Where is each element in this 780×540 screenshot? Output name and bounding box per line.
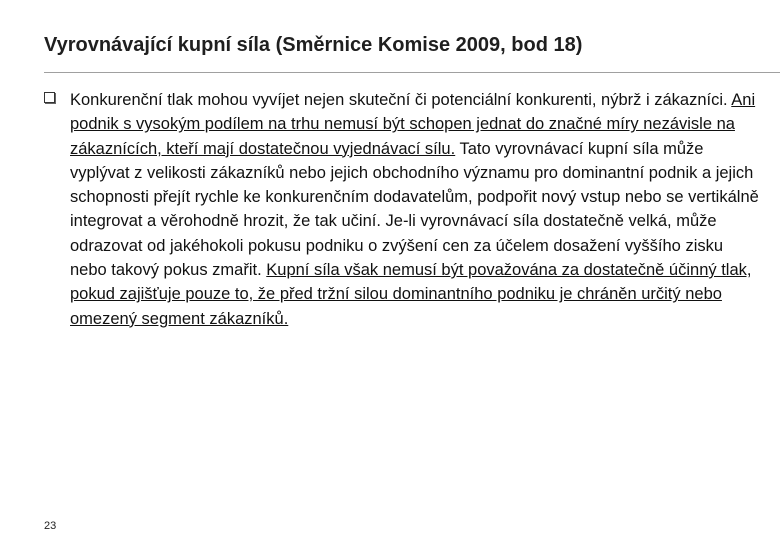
title-divider <box>44 72 780 73</box>
text-segment-1: Konkurenční tlak mohou vyvíjet nejen skuteční či potenciální konkurenti, nýbrž i zákazníci. <box>70 91 732 109</box>
text-segment-2-underlined: Ani podnik s vysokým podílem na trhu nemusí být schopen jednat do značné míry nezávisle na zákaznících, kteří mají dostatečnou vyjednávací sílu. <box>70 91 756 158</box>
bullet-paragraph <box>70 88 760 331</box>
bullet-list <box>44 88 764 331</box>
checkbox-bullet-icon <box>44 92 55 103</box>
page-number: 23 <box>44 520 57 532</box>
slide-title: Vyrovnávající kupní síla (Směrnice Komise 2009, bod 18) <box>44 34 583 56</box>
text-segment-4-underlined: Kupní síla však nemusí být považována za dostatečně účinný tlak, pokud zajišťuje pouze to, že před tržní silou dominantního podniku je chráněn určitý nebo omezený segment zákazníků. <box>70 261 752 328</box>
text-segment-3: Tato vyrovnávací kupní síla může vyplývat z velikosti zákazníků nebo jejich obchodního významu pro dominantní podnik a jejich schopnosti přejít rychle ke konkurenčním dodavatelům, podpořit nový vstup nebo se vertikálně integrovat a věrohodně hrozit, že tak učiní. Je-li vyrovnávací síla dostatečně velká, může odrazovat od jakéhokoli pokusu podniku o zvýšení cen za účelem dosažení vyššího zisku nebo takový pokus zmařit. <box>70 139 759 280</box>
bullet-item <box>44 88 764 331</box>
